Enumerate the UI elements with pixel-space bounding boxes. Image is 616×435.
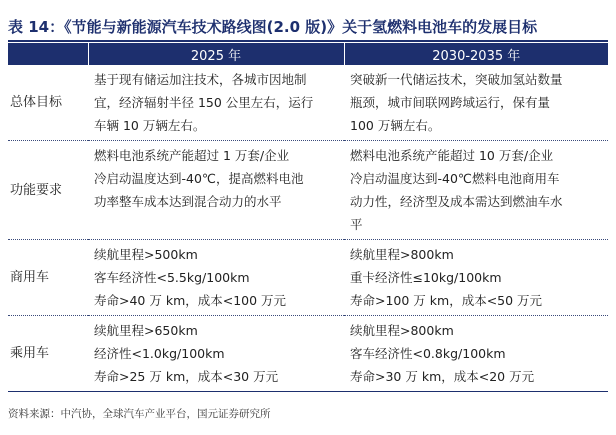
- cell-line: 突破新一代储运技术，突破加氢站数量: [350, 72, 563, 87]
- cell-line: 续航里程>800km: [350, 247, 454, 262]
- cell-line: 平: [350, 217, 363, 232]
- title-divider: [8, 40, 608, 42]
- cell-2025-overall: [88, 65, 344, 141]
- cell-line: 基于现有储运加注技术，各城市因地制: [94, 72, 307, 87]
- cell-2030-function: [344, 141, 608, 240]
- cell-2030-overall: [344, 65, 608, 141]
- cell-line: 功率整车成本达到混合动力的水平: [94, 194, 282, 209]
- table-header-row: [8, 43, 608, 65]
- source-note: 资料来源：中汽协，全球汽车产业平台，国元证券研究所: [8, 408, 271, 420]
- cell-line: 冷启动温度达到-40℃燃料电池商用车: [350, 171, 560, 186]
- table-row: [8, 316, 608, 392]
- cell-line: 客车经济性<0.8kg/100km: [350, 346, 506, 361]
- cell-2025-function: [88, 141, 344, 240]
- row-label-overall: 总体目标: [8, 65, 88, 141]
- row-label-passenger: 乘用车: [8, 316, 88, 392]
- cell-line: 重卡经济性≤10kg/100km: [350, 270, 502, 285]
- cell-line: 宜，经济辐射半径 150 公里左右，运行: [94, 95, 314, 110]
- cell-line: 寿命>25 万 km，成本<30 万元: [94, 369, 279, 384]
- cell-line: 续航里程>500km: [94, 247, 198, 262]
- cell-line: 经济性<1.0kg/100km: [94, 346, 225, 361]
- table-title: 表 14：《节能与新能源汽车技术路线图(2.0 版)》关于氢燃料电池车的发展目标: [8, 18, 538, 36]
- cell-line: 冷启动温度达到-40℃，提高燃料电池: [94, 171, 304, 186]
- row-label-commercial: 商用车: [8, 240, 88, 316]
- cell-line: 动力性，经济型及成本需达到燃油车水: [350, 194, 563, 209]
- cell-line: 车辆 10 万辆左右。: [94, 118, 206, 133]
- cell-2025-passenger: [88, 316, 344, 392]
- cell-line: 续航里程>800km: [350, 323, 454, 338]
- table-row: [8, 65, 608, 141]
- cell-2030-passenger: [344, 316, 608, 392]
- cell-line: 客车经济性<5.5kg/100km: [94, 270, 250, 285]
- cell-line: 寿命>30 万 km，成本<20 万元: [350, 369, 535, 384]
- cell-line: 瓶颈，城市间联网跨域运行，保有量: [350, 95, 551, 110]
- cell-2025-commercial: [88, 240, 344, 316]
- cell-line: 燃料电池系统产能超过 1 万套/企业: [94, 148, 290, 163]
- cell-line: 燃料电池系统产能超过 10 万套/企业: [350, 148, 554, 163]
- cell-line: 寿命>100 万 km，成本<50 万元: [350, 293, 543, 308]
- row-label-function: 功能要求: [8, 141, 88, 240]
- targets-table: [8, 43, 608, 392]
- cell-2030-commercial: [344, 240, 608, 316]
- header-blank: [8, 43, 88, 65]
- cell-line: 续航里程>650km: [94, 323, 198, 338]
- cell-line: 寿命>40 万 km，成本<100 万元: [94, 293, 287, 308]
- header-2030-2035: 2030-2035 年: [344, 43, 608, 65]
- header-2025: 2025 年: [88, 43, 344, 65]
- table-row: [8, 240, 608, 316]
- cell-line: 100 万辆左右。: [350, 118, 441, 133]
- table-row: [8, 141, 608, 240]
